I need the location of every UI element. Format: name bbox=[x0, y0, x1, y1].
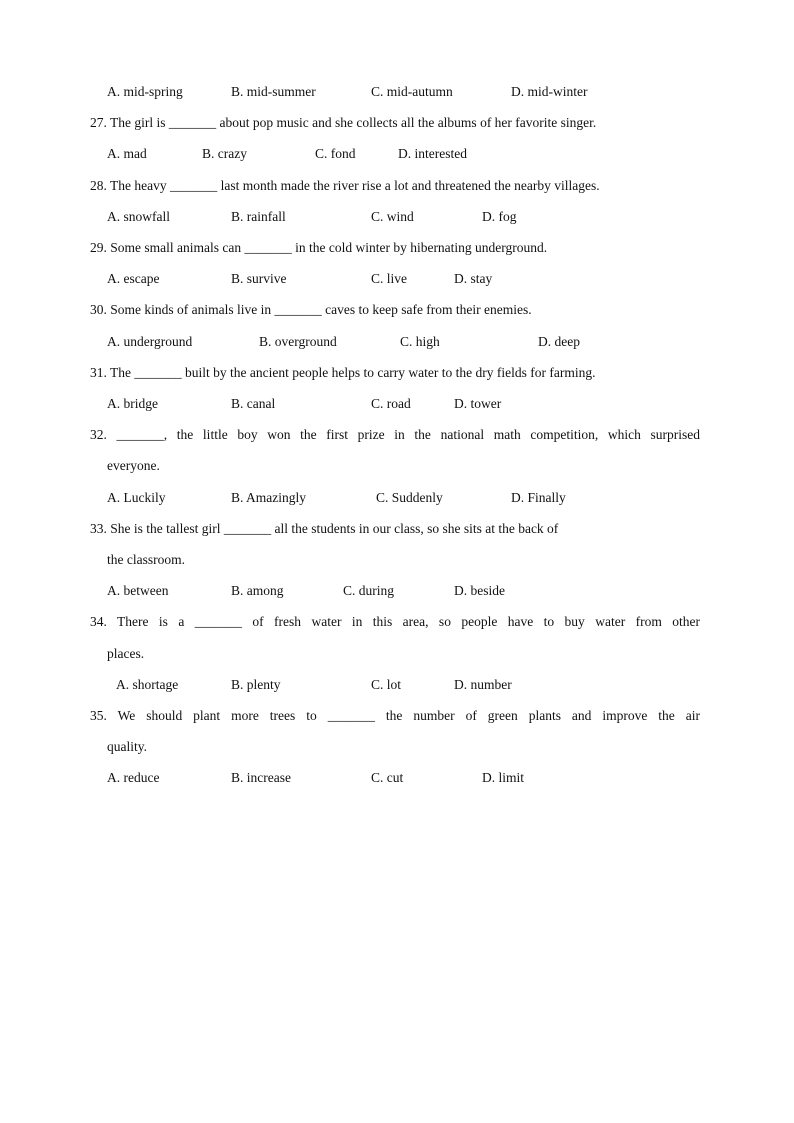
option-d: D. tower bbox=[454, 396, 502, 411]
option-c: C. wind bbox=[371, 209, 414, 224]
question-stem: 34. There is a _______ of fresh water in this area, so people have to buy water from other bbox=[90, 614, 700, 629]
option-d: D. mid-winter bbox=[511, 84, 588, 99]
option-d: D. Finally bbox=[511, 490, 566, 505]
question-stem-continued: quality. bbox=[107, 739, 147, 754]
question-stem: 29. Some small animals can _______ in the cold winter by hibernating underground. bbox=[90, 240, 548, 255]
option-a: A. shortage bbox=[116, 677, 179, 692]
option-c: C. cut bbox=[371, 770, 404, 785]
option-c: C. during bbox=[343, 583, 395, 598]
option-a: A. between bbox=[107, 583, 169, 598]
option-a: A. reduce bbox=[107, 770, 160, 785]
option-b: B. crazy bbox=[202, 146, 247, 161]
option-d: D. stay bbox=[454, 271, 493, 286]
question-stem: 31. The _______ built by the ancient people helps to carry water to the dry fields for farming. bbox=[90, 365, 596, 380]
option-b: B. mid-summer bbox=[231, 84, 316, 99]
question-stem: 35. We should plant more trees to _______ the number of green plants and improve the air bbox=[90, 708, 700, 723]
question-stem: 28. The heavy _______ last month made the river rise a lot and threatened the nearby villages. bbox=[90, 178, 600, 193]
question-stem: 33. She is the tallest girl _______ all the students in our class, so she sits at the back of bbox=[90, 521, 559, 536]
option-d: D. interested bbox=[398, 146, 467, 161]
option-b: B. rainfall bbox=[231, 209, 286, 224]
option-c: C. live bbox=[371, 271, 407, 286]
option-b: B. survive bbox=[231, 271, 287, 286]
option-b: B. increase bbox=[231, 770, 291, 785]
option-a: A. underground bbox=[107, 334, 193, 349]
option-c: C. high bbox=[400, 334, 440, 349]
option-c: C. Suddenly bbox=[376, 490, 443, 505]
option-a: A. snowfall bbox=[107, 209, 170, 224]
option-a: A. Luckily bbox=[107, 490, 166, 505]
option-c: C. lot bbox=[371, 677, 402, 692]
option-b: B. Amazingly bbox=[231, 490, 306, 505]
option-b: B. overground bbox=[259, 334, 337, 349]
option-c: C. road bbox=[371, 396, 411, 411]
option-d: D. deep bbox=[538, 334, 580, 349]
option-d: D. limit bbox=[482, 770, 525, 785]
option-a: A. bridge bbox=[107, 396, 158, 411]
option-d: D. beside bbox=[454, 583, 505, 598]
option-a: A. mad bbox=[107, 146, 147, 161]
question-stem-continued: the classroom. bbox=[107, 552, 185, 567]
question-stem: 27. The girl is _______ about pop music and she collects all the albums of her favorite singer. bbox=[90, 115, 597, 130]
question-stem: 30. Some kinds of animals live in _______ caves to keep safe from their enemies. bbox=[90, 302, 532, 317]
option-c: C. mid-autumn bbox=[371, 84, 453, 99]
option-c: C. fond bbox=[315, 146, 356, 161]
question-stem-continued: places. bbox=[107, 646, 145, 661]
question-stem: 32. _______, the little boy won the first prize in the national math competition, which surprised bbox=[90, 427, 700, 442]
option-b: B. among bbox=[231, 583, 284, 598]
option-d: D. number bbox=[454, 677, 512, 692]
option-b: B. canal bbox=[231, 396, 276, 411]
option-a: A. mid-spring bbox=[107, 84, 183, 99]
question-stem-continued: everyone. bbox=[107, 458, 160, 473]
option-d: D. fog bbox=[482, 209, 517, 224]
option-a: A. escape bbox=[107, 271, 160, 286]
option-b: B. plenty bbox=[231, 677, 281, 692]
